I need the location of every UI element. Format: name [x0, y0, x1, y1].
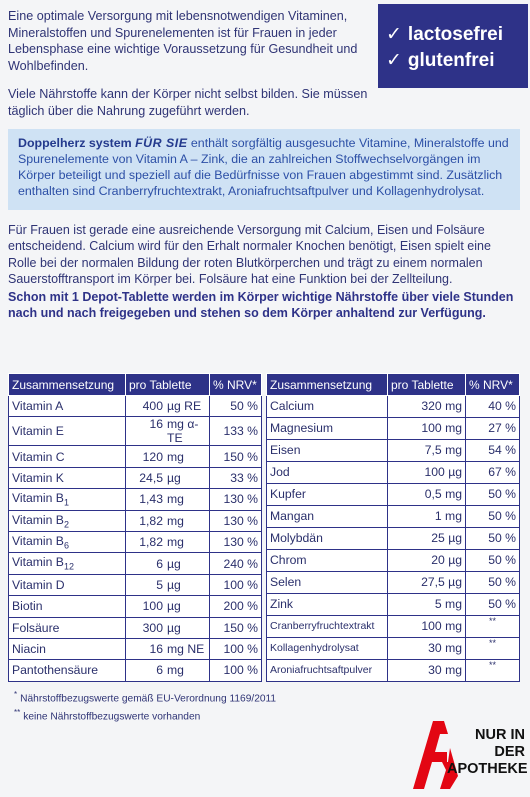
nutrient-name: Vitamin K — [9, 467, 126, 488]
table-row — [9, 531, 262, 552]
nutrient-amount: 24,5 µg — [126, 467, 210, 488]
table-row — [9, 660, 262, 681]
intro-text — [8, 8, 368, 120]
nutrient-amount: 400 µg RE — [126, 396, 210, 417]
nutrient-nrv: 150 % — [210, 617, 262, 638]
nutrition-tables — [8, 373, 522, 682]
nutrient-amount: 5 mg — [388, 593, 466, 615]
nutrient-amount: 16 mg α-TE — [126, 417, 210, 446]
nutrient-name: Kupfer — [267, 483, 388, 505]
nutrient-name: Vitamin $B_2$ — [9, 510, 126, 531]
nutrient-nrv: 50 % — [466, 593, 520, 615]
nutrient-amount: 0,5 mg — [388, 483, 466, 505]
header-composition: Zusammensetzung — [267, 374, 388, 396]
table-row — [9, 553, 262, 574]
footnotes — [14, 688, 276, 724]
nutrient-amount: 300 µg — [126, 617, 210, 638]
table-row — [267, 505, 520, 527]
table-row — [267, 417, 520, 439]
table-row — [267, 396, 520, 418]
nutrient-name: Eisen — [267, 439, 388, 461]
nutrient-amount: 1,82 mg — [126, 531, 210, 552]
nutrient-name: Selen — [267, 571, 388, 593]
nutrient-name: Jod — [267, 461, 388, 483]
nutrition-table-minerals — [266, 373, 520, 682]
table-row — [267, 549, 520, 571]
footnote-2: ** keine Nährstoffbezugswerte vorhanden — [14, 707, 201, 723]
nutrient-amount: 16 mg NE — [126, 638, 210, 659]
table-row — [267, 439, 520, 461]
nutrient-nrv: 50 % — [466, 571, 520, 593]
nutrient-name: Niacin — [9, 638, 126, 659]
table-header-row — [9, 374, 262, 396]
nutrient-name: Chrom — [267, 549, 388, 571]
body-paragraph: Für Frauen ist gerade eine ausreichende Versorgung mit Calcium, Eisen und Folsäure entscheidend. Calcium wird für den Erhalt normaler Knochen benötigt, Eisen spielt eine Rolle bei der normalen Bildung der roten Blutkörperchen und trägt zu einem normalen Sauerstofftransport im Körper bei. Folsäure hat eine Funktion bei der Zellteilung. — [8, 223, 491, 287]
body-bold-paragraph: Schon mit 1 Depot-Tablette werden im Körper wichtige Nährstoffe über viele Stunden nach und nach freigegeben und stehen so dem Körper anhaltend zur Verfügung. — [8, 289, 514, 321]
nutrient-amount: 6 µg — [126, 553, 210, 574]
nutrient-name: Vitamin E — [9, 417, 126, 446]
nutrition-table-vitamins — [8, 373, 262, 682]
intro-paragraph-2: Viele Nährstoffe kann der Körper nicht selbst bilden. Sie müssen täglich über die Nahrung zugeführt werden. — [8, 87, 368, 118]
nutrient-name: Magnesium — [267, 417, 388, 439]
nutrient-name: Vitamin $B_{12}$ — [9, 553, 126, 574]
nutrient-name: Vitamin $B_6$ — [9, 531, 126, 552]
footnote-1: * Nährstoffbezugswerte gemäß EU-Verordnung 1169/2011 — [14, 690, 277, 705]
nutrient-name: Kollagenhydrolysat — [267, 637, 388, 659]
table-row — [9, 489, 262, 510]
nutrient-name: Pantothensäure — [9, 660, 126, 681]
nutrient-name: Mangan — [267, 505, 388, 527]
nutrient-amount: 100 µg — [126, 596, 210, 617]
nutrient-nrv: ** — [466, 615, 520, 637]
nutrient-amount: 27,5 µg — [388, 571, 466, 593]
table-row — [267, 615, 520, 637]
nutrient-amount: 1 mg — [388, 505, 466, 527]
product-info-box — [8, 129, 520, 210]
nutrient-amount: 30 mg — [388, 659, 466, 681]
nutrient-nrv: 50 % — [466, 549, 520, 571]
info-box-text: enthält sorgfältig ausgesuchte Vitamine, Mineralstoffe und Spurenelemente von Vitamin A – Zink, die an zahlreichen Stoffwechselvorgängen im Körper beteiligt und speziell auf die Bedürfnisse von Frauen abgestimmt sind. Zusätzlich enthalten sind Cranberryfruchtextrakt, Aroniafruchtsaftpulver und Kollagenhydrolysat. — [18, 136, 509, 198]
nutrient-amount: 320 mg — [388, 396, 466, 418]
table-row — [9, 467, 262, 488]
table-row — [267, 461, 520, 483]
nutrient-nrv: 67 % — [466, 461, 520, 483]
pharmacy-logo-text — [447, 727, 528, 778]
nutrient-amount: 6 mg — [126, 660, 210, 681]
nutrient-amount: 5 µg — [126, 574, 210, 595]
check-icon: ✓ — [386, 50, 402, 71]
table-row — [9, 617, 262, 638]
table-row — [267, 483, 520, 505]
nutrient-name: Calcium — [267, 396, 388, 418]
nutrient-amount: 7,5 mg — [388, 439, 466, 461]
nutrient-name: Vitamin A — [9, 396, 126, 417]
nutrient-nrv: 240 % — [210, 553, 262, 574]
nutrient-name: Vitamin C — [9, 446, 126, 467]
brand-name: Doppelherz system — [18, 136, 132, 150]
nutrient-nrv: 130 % — [210, 531, 262, 552]
pharmacy-a-shape — [413, 721, 448, 789]
nutrient-amount: 100 mg — [388, 417, 466, 439]
table-row — [267, 527, 520, 549]
free-from-badge — [378, 4, 528, 88]
nutrient-amount: 30 mg — [388, 637, 466, 659]
table-row — [9, 396, 262, 417]
nutrient-name: Biotin — [9, 596, 126, 617]
nutrient-nrv: 27 % — [466, 417, 520, 439]
table-row — [9, 510, 262, 531]
intro-paragraph-1: Eine optimale Versorgung mit lebensnotwendigen Vitaminen, Mineralstoffen und Spurenelementen ist für Frauen in jeder Lebensphase eine wichtige Voraussetzung für Gesundheit und Wohlbefinden. — [8, 9, 358, 73]
logo-line-2: APOTHEKE — [447, 761, 528, 777]
nutrient-amount: 20 µg — [388, 549, 466, 571]
nutrient-nrv: 150 % — [210, 446, 262, 467]
nutrient-amount: 100 µg — [388, 461, 466, 483]
nutrient-name: Folsäure — [9, 617, 126, 638]
nutrient-name: Molybdän — [267, 527, 388, 549]
table-row — [9, 417, 262, 446]
table-row — [267, 593, 520, 615]
nutrient-amount: 1,43 mg — [126, 489, 210, 510]
check-icon: ✓ — [386, 24, 402, 45]
header-nrv: % NRV* — [466, 374, 520, 396]
nutrient-nrv: 200 % — [210, 596, 262, 617]
table-row — [9, 596, 262, 617]
header-per-tablet: pro Tablette — [126, 374, 210, 396]
nutrient-nrv: 100 % — [210, 660, 262, 681]
nutrient-nrv: 130 % — [210, 489, 262, 510]
body-text — [8, 222, 522, 321]
nutrient-nrv: 100 % — [210, 574, 262, 595]
table-row — [9, 446, 262, 467]
table-row — [9, 574, 262, 595]
nutrient-nrv: 33 % — [210, 467, 262, 488]
nutrient-nrv: 100 % — [210, 638, 262, 659]
badge-line-lactose: ✓ lactosefrei — [386, 24, 503, 45]
table-row — [9, 638, 262, 659]
table-row — [267, 637, 520, 659]
nutrient-amount: 100 mg — [388, 615, 466, 637]
header-composition: Zusammensetzung — [9, 374, 126, 396]
nutrient-nrv: 130 % — [210, 510, 262, 531]
nutrient-amount: 25 µg — [388, 527, 466, 549]
nutrient-nrv: 50 % — [210, 396, 262, 417]
nutrient-name: Vitamin D — [9, 574, 126, 595]
nutrient-amount: 120 mg — [126, 446, 210, 467]
table-row — [267, 571, 520, 593]
nutrient-nrv: 54 % — [466, 439, 520, 461]
nutrient-nrv: ** — [466, 659, 520, 681]
nutrient-nrv: 40 % — [466, 396, 520, 418]
brand-variant: FÜR SIE — [135, 136, 188, 150]
nutrient-nrv: 50 % — [466, 527, 520, 549]
header-nrv: % NRV* — [210, 374, 262, 396]
table-row — [267, 659, 520, 681]
nutrient-name: Zink — [267, 593, 388, 615]
nutrient-nrv: 50 % — [466, 505, 520, 527]
nutrient-nrv: ** — [466, 637, 520, 659]
logo-line-1: NUR IN DER — [475, 727, 525, 760]
header-per-tablet: pro Tablette — [388, 374, 466, 396]
nutrient-name: Cranberryfruchtextrakt — [267, 615, 388, 637]
nutrient-name: Vitamin $B_1$ — [9, 489, 126, 510]
nutrient-nrv: 50 % — [466, 483, 520, 505]
badge-line-gluten: ✓ glutenfrei — [386, 50, 495, 71]
nutrient-nrv: 133 % — [210, 417, 262, 446]
table-header-row — [267, 374, 520, 396]
nutrient-name: Aroniafruchtsaftpulver — [267, 659, 388, 681]
nutrient-amount: 1,82 mg — [126, 510, 210, 531]
